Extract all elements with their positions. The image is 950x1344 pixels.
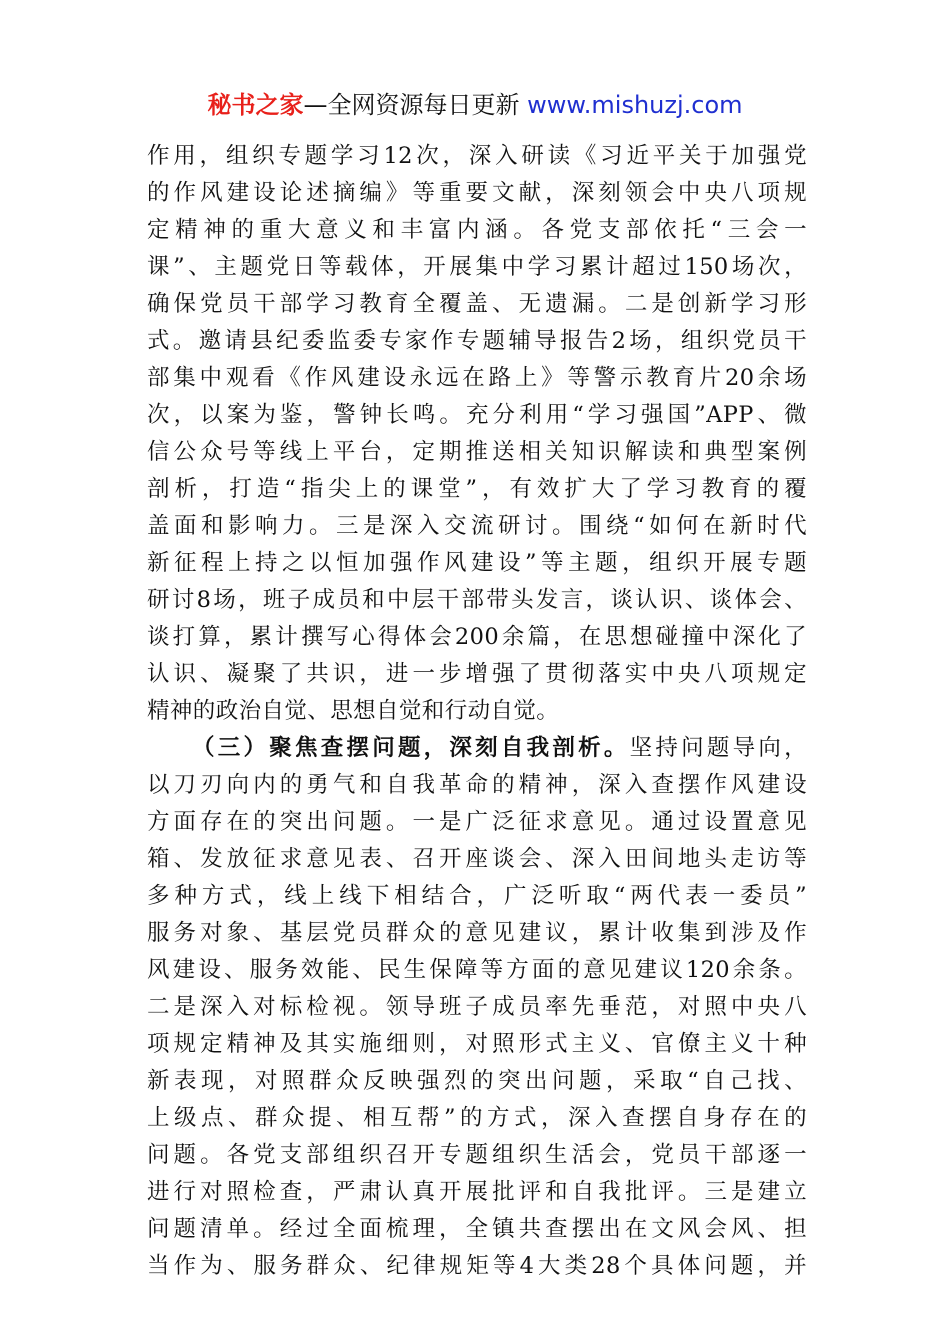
paragraph-line: 定精神的重大意义和丰富内涵。各党支部依托“三会一 — [147, 217, 807, 243]
section-heading-line — [147, 730, 807, 767]
paragraph-line: 式。邀请县纪委监委专家作专题辅导报告2场，组织党员干 — [147, 328, 807, 354]
site-header — [0, 88, 950, 122]
paragraph-line: 的作风建设论述摘编》等重要文献，深刻领会中央八项规 — [147, 180, 807, 206]
paragraph-line: 确保党员干部学习教育全覆盖、无遗漏。二是创新学习形 — [147, 291, 807, 317]
paragraph-line: 认识、凝聚了共识，进一步增强了贯彻落实中央八项规定 — [147, 661, 807, 687]
header-separator: — — [303, 91, 328, 119]
paragraph-problems — [147, 730, 807, 1285]
paragraph-line: 方面存在的突出问题。一是广泛征求意见。通过设置意见 — [147, 809, 807, 835]
paragraph-line: 剖析，打造“指尖上的课堂”，有效扩大了学习教育的覆 — [147, 476, 807, 502]
paragraph-study — [147, 138, 807, 730]
paragraph-line: 精神的政治自觉、思想自觉和行动自觉。 — [147, 698, 560, 724]
paragraph-line: 盖面和影响力。三是深入交流研讨。围绕“如何在新时代 — [147, 513, 807, 539]
paragraph-line: 问题清单。经过全面梳理，全镇共查摆出在文风会风、担 — [147, 1216, 807, 1242]
paragraph-line: 新征程上持之以恒加强作风建设”等主题，组织开展专题 — [147, 550, 807, 576]
paragraph-line: 服务对象、基层党员群众的意见建议，累计收集到涉及作 — [147, 920, 807, 946]
paragraph-line: 谈打算，累计撰写心得体会200余篇，在思想碰撞中深化了 — [147, 624, 807, 650]
header-slogan: 全网资源每日更新 — [327, 91, 528, 119]
paragraph-line: 当作为、服务群众、纪律规矩等4大类28个具体问题，并 — [147, 1253, 807, 1279]
site-brand: 秘书之家 — [207, 91, 304, 119]
paragraph-line: 多种方式，线上线下相结合，广泛听取“两代表一委员” — [147, 883, 807, 909]
paragraph-line: 信公众号等线上平台，定期推送相关知识解读和典型案例 — [147, 439, 807, 465]
document-body — [147, 138, 807, 1285]
site-url-link[interactable]: www.mishuzj.com — [527, 91, 743, 119]
paragraph-line: 课”、主题党日等载体，开展集中学习累计超过150场次， — [147, 254, 807, 280]
paragraph-line: 作用，组织专题学习12次，深入研读《习近平关于加强党 — [147, 143, 807, 169]
paragraph-line: 问题。各党支部组织召开专题组织生活会，党员干部逐一 — [147, 1142, 807, 1168]
paragraph-line: 进行对照检查，严肃认真开展批评和自我批评。三是建立 — [147, 1179, 807, 1205]
paragraph-line: 部集中观看《作风建设永远在路上》等警示教育片20余场 — [147, 365, 807, 391]
paragraph-line: 次，以案为鉴，警钟长鸣。充分利用“学习强国”APP、微 — [147, 402, 807, 428]
paragraph-line: 研讨8场，班子成员和中层干部带头发言，谈认识、谈体会、 — [147, 587, 807, 613]
heading-line-rest: 坚持问题导向， — [629, 735, 807, 761]
paragraph-line: 以刀刃向内的勇气和自我革命的精神，深入查摆作风建设 — [147, 772, 807, 798]
paragraph-line: 上级点、群众提、相互帮”的方式，深入查摆自身存在的 — [147, 1105, 807, 1131]
paragraph-line: 新表现，对照群众反映强烈的突出问题，采取“自己找、 — [147, 1068, 807, 1094]
section-heading: （三）聚焦查摆问题，深刻自我剖析。 — [192, 735, 630, 761]
paragraph-line: 二是深入对标检视。领导班子成员率先垂范，对照中央八 — [147, 994, 807, 1020]
paragraph-line: 风建设、服务效能、民生保障等方面的意见建议120余条。 — [147, 957, 807, 983]
paragraph-line: 项规定精神及其实施细则，对照形式主义、官僚主义十种 — [147, 1031, 807, 1057]
paragraph-line: 箱、发放征求意见表、召开座谈会、深入田间地头走访等 — [147, 846, 807, 872]
